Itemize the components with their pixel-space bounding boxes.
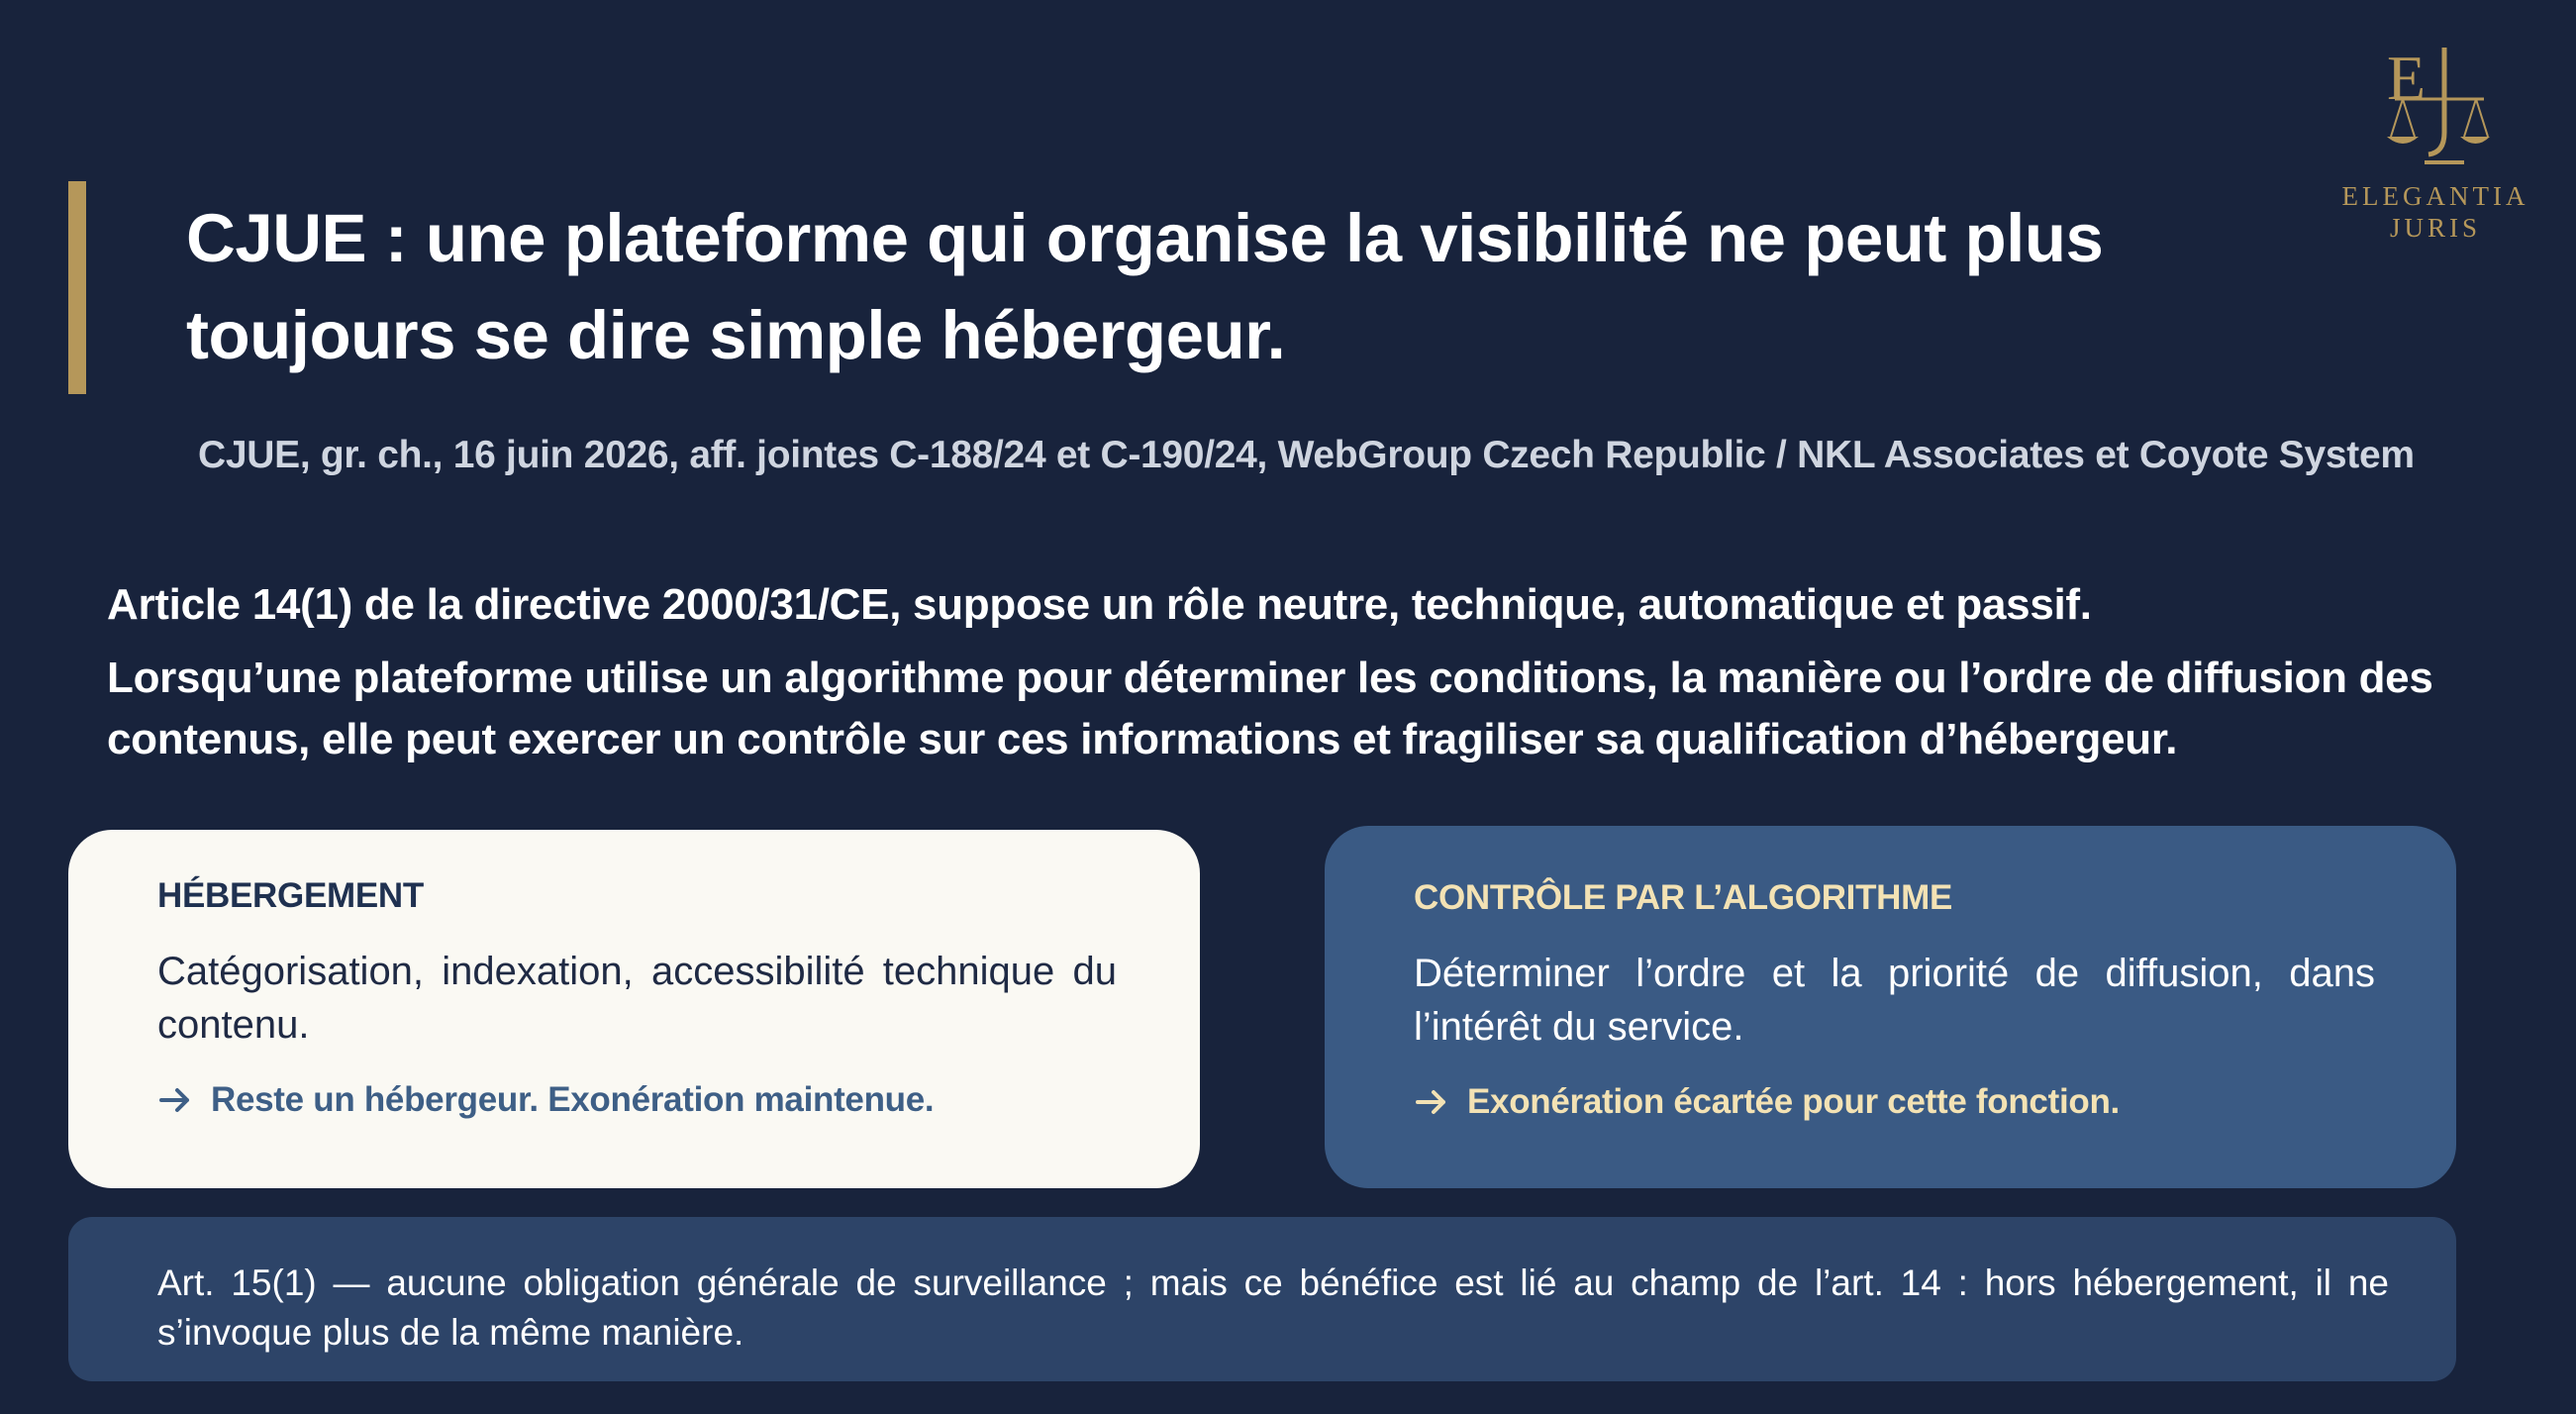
card-result-text: Reste un hébergeur. Exonération maintenue.	[211, 1080, 935, 1119]
card-hebergement	[68, 830, 1200, 1188]
card-body: Catégorisation, indexation, accessibilité technique du contenu.	[157, 950, 1117, 1047]
card-controle-algorithme	[1325, 826, 2456, 1188]
brand-logo	[2327, 38, 2544, 255]
arrow-right-icon	[157, 1082, 193, 1118]
card-result	[157, 1077, 1117, 1123]
arrow-right-icon	[1414, 1084, 1449, 1120]
article-summary	[107, 574, 2503, 782]
svg-text:E: E	[2387, 43, 2427, 113]
page-title: CJUE : une plateforme qui organise la visibilité ne peut plus toujours se dire simple hébergeur.	[186, 200, 2104, 373]
logo-text-line2: JURIS	[2389, 213, 2482, 243]
card-result	[1414, 1079, 2375, 1125]
scales-of-justice-icon	[2381, 38, 2490, 176]
card-body: Déterminer l’ordre et la priorité de diffusion, dans l’intérêt du service.	[1414, 952, 2375, 1049]
surveillance-note: Art. 15(1) — aucune obligation générale de surveillance ; mais ce bénéfice est lié au champ de l’art. 14 : hors hébergement, il ne s’invoque plus de la même manière.	[68, 1217, 2456, 1381]
article-paragraph-2: Lorsqu’une plateforme utilise un algorithme pour déterminer les conditions, la manière ou l’ordre de diffusion des contenus, elle peut exercer un contrôle sur ces informations et fragiliser sa qualification d’hébergeur.	[107, 654, 2433, 763]
card-result-text: Exonération écartée pour cette fonction.	[1467, 1082, 2120, 1121]
title-accent-bar	[68, 181, 86, 394]
article-paragraph-1: Article 14(1) de la directive 2000/31/CE, suppose un rôle neutre, technique, automatique et passif.	[107, 580, 2092, 629]
card-heading: CONTRÔLE PAR L’ALGORITHME	[1414, 878, 1953, 917]
card-heading: HÉBERGEMENT	[157, 876, 424, 915]
case-citation: CJUE, gr. ch., 16 juin 2026, aff. jointes C-188/24 et C-190/24, WebGroup Czech Republic / NKL Associates et Coyote System	[198, 434, 2415, 476]
logo-text-line1: ELEGANTIA	[2341, 181, 2529, 211]
